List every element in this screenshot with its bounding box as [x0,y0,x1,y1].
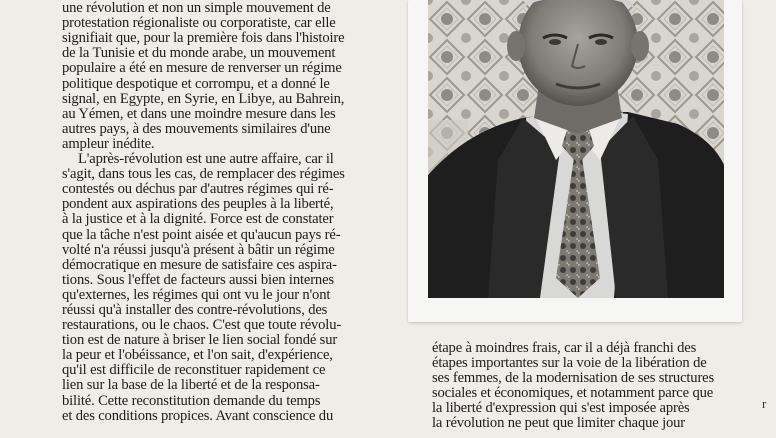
text-line: à la justice et à la dignité. Force est de constater [62,211,334,228]
text-line: restaurations, ou le chaos. C'est que toute révolu- [62,317,342,334]
text-line: démocratique en mesure de satisfaire ces aspira- [62,256,337,273]
text-line: populaire a été en mesure de renverser un régime [62,60,342,77]
text-line: ses femmes, de la modernisation de ses structures [432,370,715,387]
text-line: contestés ou déchus par d'autres régimes qui ré- [62,181,334,198]
cropped-edge-fragment: r [762,396,767,411]
text-line: signal, en Egypte, en Syrie, en Libye, au Bahrein, [62,90,345,107]
text-line: bilité. Cette reconstitution demande du temps [62,392,321,409]
photo-frame [408,0,742,322]
paragraph-start-line: L'après-révolution est une autre affaire, car il [78,151,334,168]
portrait-illustration [428,0,724,298]
text-line: sociales et économiques, et notamment parce que [432,385,714,402]
portrait-photo [428,0,724,298]
text-line: qu'il est difficile de reconstituer rapidement ce [62,362,326,379]
article-left-column [0,0,372,424]
text-line: que la tâche n'est point aisée et qu'aucun pays ré- [62,226,341,243]
text-line: pondent aux aspirations des peuples à la liberté, [62,196,334,213]
text-line: au Yémen, et dans une moindre mesure dans les [62,105,336,122]
text-line: la liberté d'expression qui s'est imposée après [432,400,690,417]
text-line: étape à moindres frais, car il a déjà franchi des [432,340,697,356]
text-line: volté n'a réussi jusqu'à présent à bâtir un régime [62,241,335,258]
text-line: une révolution et non un simple mouvement de [62,0,331,17]
text-line: s'agit, dans tous les cas, de remplacer des régimes [62,166,345,183]
text-line: étapes importantes sur la voie de la libération de [432,355,707,372]
text-line: lien sur la base de la liberté et de la responsa- [62,377,320,394]
text-line: ampleur inédite. [62,135,155,152]
text-line: autres pays, à des mouvements similaires d'une [62,120,331,137]
text-line: protestation régionaliste ou corporatiste, car elle [62,15,336,32]
text-line: et des conditions propices. Avant conscience du [62,407,334,424]
text-line: qu'externes, les régimes qui ont vu le jour n'ont [62,286,331,303]
text-line: tion est de nature à briser le lien social fondé sur [62,332,338,349]
text-line: signifiait que, pour la première fois dans l'histoire [62,30,345,47]
text-line: réussi qu'à installer des contre-révolutions, des [62,301,328,318]
text-line: la révolution ne peut que limiter chaque jour [432,415,686,432]
text-line: de la Tunisie et du monde arabe, un mouvement [62,45,336,62]
article-right-column [432,341,762,432]
text-line: politique despotique et corrompu, et a donné le [62,75,330,92]
text-line: la peur et l'obéissance, et l'on sait, d'expérience, [62,347,333,364]
text-line: tions. Sous l'effet de facteurs aussi bien internes [62,271,334,288]
